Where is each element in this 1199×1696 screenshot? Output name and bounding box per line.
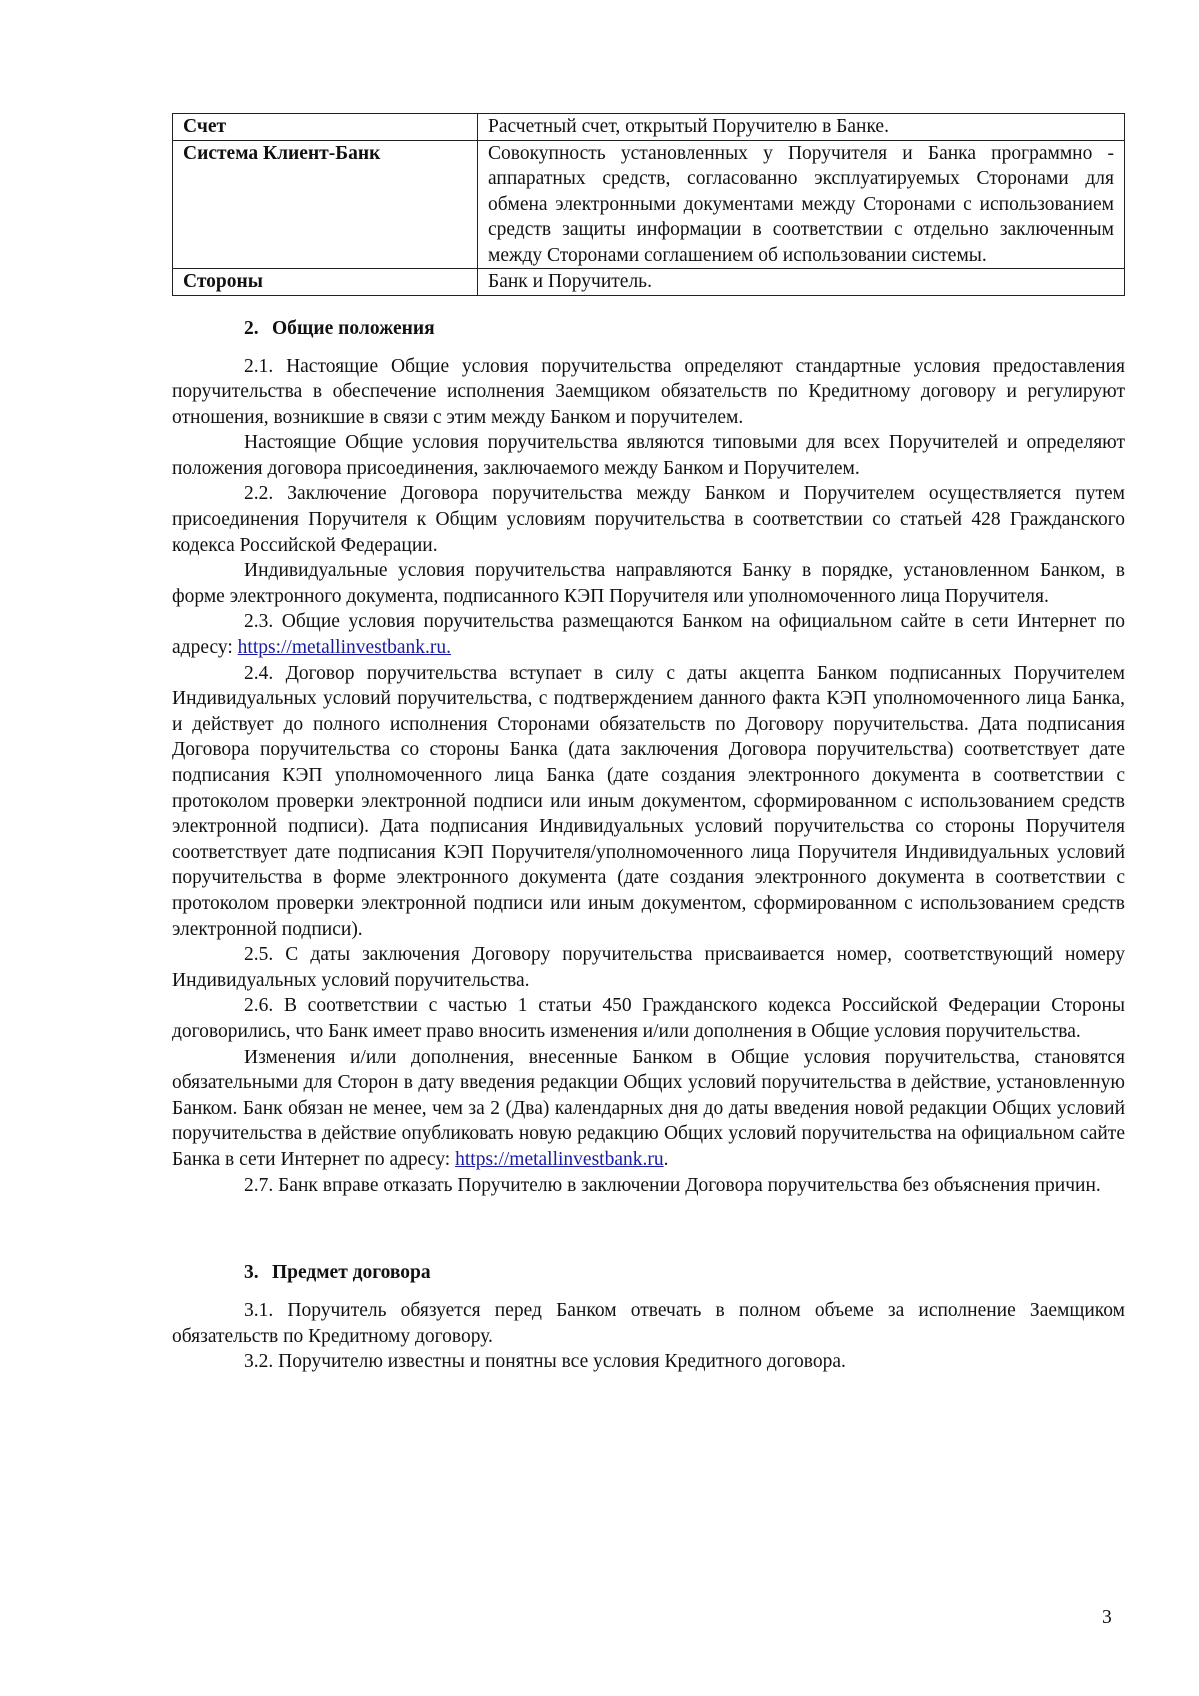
table-row (173, 269, 1125, 296)
section-heading (244, 316, 1125, 342)
section-number: 2. (244, 317, 259, 339)
website-link[interactable]: https://metallinvestbank.ru. (237, 637, 452, 659)
paragraph-3-1: 3.1. Поручитель обязуется перед Банком отвечать в полном объеме за исполнение Заемщиком обязательств по Кредитному договору. (172, 1300, 1125, 1347)
term-cell: Счет (173, 114, 478, 141)
definitions-table (172, 113, 1125, 296)
paragraph-2-1-cont: Настоящие Общие условия поручительства являются типовыми для всех Поручителей и определяют положения договора присоединения, заключаемого между Банком и Поручителем. (172, 432, 1125, 479)
spacer (172, 1198, 1125, 1240)
section-heading (244, 1260, 1125, 1286)
paragraph-2-2-cont: Индивидуальные условия поручительства направляются Банку в порядке, установленном Банком, в форме электронного документа, подписанного КЭП Поручителя или уполномоченного лица Поручителя. (172, 560, 1125, 607)
paragraph-text: Изменения и/или дополнения, внесенные Банком в Общие условия поручительства, становятся обязательными для Сторон в дату введения редакции Общих условий поручительства в действие, установленную Банком. Банк обязан не менее, чем за 2 (Два) календарных дня до даты введения новой редакции Общих условий поручительства в действие опубликовать новую редакцию Общих условий поручительства на официальном сайте Банка в сети Интернет по адресу: (172, 1046, 1125, 1170)
term-cell: Стороны (173, 269, 478, 296)
paragraph-2-6: 2.6. В соответствии с частью 1 статьи 450 Гражданского кодекса Российской Федерации Стороны договорились, что Банк имеет право вносить изменения и/или дополнения в Общие условия поручительства. (172, 995, 1125, 1042)
section-number: 3. (244, 1262, 259, 1284)
period: . (663, 1148, 669, 1170)
table-row (173, 140, 1125, 269)
paragraph-2-5: 2.5. С даты заключения Договору поручительства присваивается номер, соответствующий номеру Индивидуальных условий поручительства. (172, 944, 1125, 991)
paragraph-2-4: 2.4. Договор поручительства вступает в силу с даты акцепта Банком подписанных Поручителем Индивидуальных условий поручительства, с подтверждением данного факта КЭП уполномоченного лица Банка, и действует до полного исполнения Сторонами обязательств по Договору поручительства. Дата подписания Договора поручительства со стороны Банка (дата заключения Договора поручительства) соответствует дате подписания КЭП уполномоченного лица Банка (дате создания электронного документа в соответствии с протоколом проверки электронной подписи или иным документом, сформированном с использованием средств электронной подписи). Дата подписания Индивидуальных условий поручительства со стороны Поручителя соответствует дате подписания КЭП Поручителя/уполномоченного лица Поручителя Индивидуальных условий поручительства в форме электронного документа (дате создания электронного документа в соответствии с протоколом проверки электронной подписи или иным документом, сформированном с использованием средств электронной подписи). (172, 662, 1125, 940)
paragraph-2-6-cont (172, 1045, 1125, 1173)
term-cell: Система Клиент-Банк (173, 140, 478, 269)
definition-cell: Совокупность установленных у Поручителя и Банка программно - аппаратных средств, согласованно эксплуатируемых Сторонами для обмена электронными документами между Сторонами с использованием средств защиты информации в соответствии с отдельно заключенным между Сторонами соглашением об использовании системы. (478, 140, 1125, 269)
paragraph-2-2: 2.2. Заключение Договора поручительства между Банком и Поручителем осуществляется путем присоединения Поручителя к Общим условиям поручительства в соответствии со статьей 428 Гражданского кодекса Российской Федерации. (172, 483, 1125, 556)
page-number: 3 (1102, 1607, 1112, 1628)
paragraph-2-3 (172, 609, 1125, 660)
website-link[interactable]: https://metallinvestbank.ru (455, 1148, 664, 1170)
document-page (172, 113, 1125, 1375)
section-title: Предмет договора (272, 1262, 431, 1284)
definition-cell: Расчетный счет, открытый Поручителю в Банке. (478, 114, 1125, 141)
paragraph-2-1: 2.1. Настоящие Общие условия поручительства определяют стандартные условия предоставления поручительства в обеспечение исполнения Заемщиком обязательств по Кредитному договору и регулируют отношения, возникшие в связи с этим между Банком и поручителем. (172, 355, 1125, 428)
paragraph-text: 2.3. Общие условия поручительства размещаются Банком на официальном сайте в сети Интернет по адресу: (172, 611, 1125, 659)
paragraph-2-7: 2.7. Банк вправе отказать Поручителю в заключении Договора поручительства без объяснения причин. (244, 1174, 1101, 1196)
paragraph-3-2: 3.2. Поручителю известны и понятны все условия Кредитного договора. (244, 1351, 846, 1373)
section-title: Общие положения (272, 317, 435, 339)
table-row (173, 114, 1125, 141)
definition-cell: Банк и Поручитель. (478, 269, 1125, 296)
